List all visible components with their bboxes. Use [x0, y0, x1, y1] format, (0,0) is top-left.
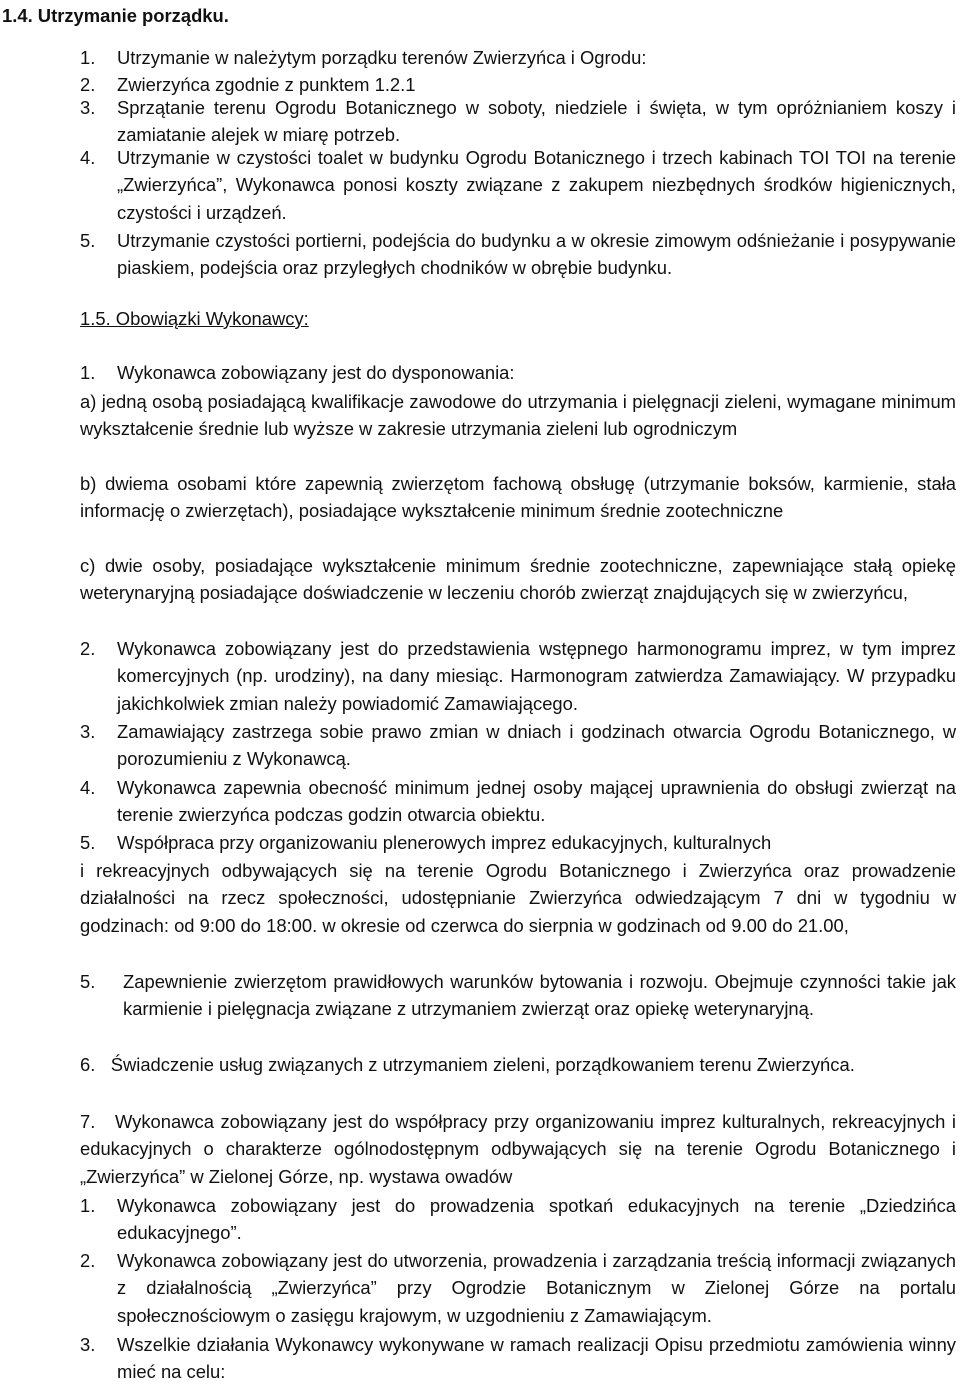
list-item: 2. Wykonawca zobowiązany jest do utworzenia, prowadzenia i zarządzania treścią informacji związanych z działalnością „Zwierzyńca” przy Ogrodzie Botanicznym w Zielonej Górze na portalu społecznościowym o zasięgu krajowym, w uzgodnieniu z Zamawiającym. — [80, 1250, 956, 1326]
list-item-text: Wszelkie działania Wykonawcy wykonywane w ramach realizacji Opisu przedmiotu zamówienia winny mieć na celu: — [117, 1334, 956, 1383]
list-item: 2. Zwierzyńca zgodnie z punktem 1.2.1 — [80, 74, 416, 95]
list-item: 6. Świadczenie usług związanych z utrzymaniem zieleni, porządkowaniem terenu Zwierzyńca. — [80, 1054, 855, 1075]
list-item: 4. Utrzymanie w czystości toalet w budynku Ogrodu Botanicznego i trzech kabinach TOI TOI na terenie „Zwierzyńca”, Wykonawca ponosi koszty związane z zakupem niezbędnych środków higienicznych, czystości i urządzeń. — [80, 147, 956, 223]
list-item-text: Wykonawca zapewnia obecność minimum jednej osoby mającej uprawnienia do obsługi zwierząt na terenie zwierzyńca podczas godzin otwarcia obiektu. — [117, 777, 956, 826]
list-item: 5. Utrzymanie czystości portierni, podejścia do budynku a w okresie zimowym odśnieżanie i posypywanie piaskiem, podejścia oraz przyległych chodników w obrębie budynku. — [80, 230, 956, 279]
list-item: 3. Sprzątanie terenu Ogrodu Botanicznego w soboty, niedziele i święta, w tym opróżnianiem koszy i zamiatanie alejek w miarę potrzeb. — [80, 97, 956, 146]
list-item-text: Zamawiający zastrzega sobie prawo zmian w dniach i godzinach otwarcia Ogrodu Botanicznego, w porozumieniu z Wykonawcą. — [117, 721, 956, 770]
list-item-text: Utrzymanie w czystości toalet w budynku Ogrodu Botanicznego i trzech kabinach TOI TOI na terenie „Zwierzyńca”, Wykonawca ponosi koszty związane z zakupem niezbędnych środków higienicznych, czystości i urządzeń. — [117, 147, 956, 223]
list-item-text: Wykonawca zobowiązany jest do przedstawienia wstępnego harmonogramu imprez, w tym imprez komercyjnych (np. urodziny), na dany miesiąc. Harmonogram zatwierdza Zamawiający. W przypadku jakichkolwiek zmian należy powiadomić Zamawiającego. — [117, 638, 956, 714]
list-item: 1. Wykonawca zobowiązany jest do dysponowania: — [80, 362, 515, 383]
list-item-text: Wykonawca zobowiązany jest do współpracy przy organizowaniu imprez kulturalnych, rekreacyjnych i edukacyjnych o charakterze ogólnodostępnym odbywających się na terenie Ogrodu Botanicznego i „Zwierzyńca” w Zielonej Górze, np. wystawa owadów — [80, 1111, 956, 1187]
paragraph-c: c) dwie osoby, posiadające wykształcenie minimum średnie zootechniczne, zapewniające stałą opiekę weterynaryjną posiadające doświadczenie w leczeniu chorób zwierząt znajdujących się w zwierzyńcu, — [80, 555, 956, 604]
list-item-text: Wykonawca zobowiązany jest do utworzenia, prowadzenia i zarządzania treścią informacji związanych z działalnością „Zwierzyńca” przy Ogrodzie Botanicznym w Zielonej Górze na portalu społecznościowym o zasięgu krajowym, w uzgodnieniu z Zamawiającym. — [117, 1250, 956, 1326]
paragraph-a: a) jedną osobą posiadającą kwalifikacje zawodowe do utrzymania i pielęgnacji zieleni, wymagane minimum wykształcenie średnie lub wyższe w zakresie utrzymania zieleni lub ogrodniczym — [80, 391, 956, 440]
list-item-text: Utrzymanie w należytym porządku terenów Zwierzyńca i Ogrodu: — [117, 47, 647, 68]
list-item: 4. Wykonawca zapewnia obecność minimum jednej osoby mającej uprawnienia do obsługi zwierząt na terenie zwierzyńca podczas godzin otwarcia obiektu. — [80, 777, 956, 826]
list-item: 1. Utrzymanie w należytym porządku terenów Zwierzyńca i Ogrodu: — [80, 47, 647, 68]
section-heading-1-4: 1.4. Utrzymanie porządku. — [2, 5, 229, 26]
list-item-text: Świadczenie usług związanych z utrzymaniem zieleni, porządkowaniem terenu Zwierzyńca. — [110, 1054, 855, 1075]
section-heading-1-5: 1.5. Obowiązki Wykonawcy: — [80, 308, 309, 329]
list-item: 5. Współpraca przy organizowaniu plenerowych imprez edukacyjnych, kulturalnych — [80, 832, 772, 853]
list-item-text: Zwierzyńca zgodnie z punktem 1.2.1 — [117, 74, 416, 95]
list-item-text: Wykonawca zobowiązany jest do prowadzenia spotkań edukacyjnych na terenie „Dziedzińca edukacyjnego”. — [117, 1195, 956, 1244]
list-item: 5. Zapewnienie zwierzętom prawidłowych warunków bytowania i rozwoju. Obejmuje czynności takie jak karmienie i pielęgnacja związane z utrzymaniem zwierząt oraz opiekę weterynaryjną. — [80, 971, 956, 1020]
list-item-text: Wykonawca zobowiązany jest do dysponowania: — [117, 362, 515, 383]
list-item: 1. Wykonawca zobowiązany jest do prowadzenia spotkań edukacyjnych na terenie „Dziedzińca edukacyjnego”. — [80, 1195, 956, 1244]
list-item-text: Utrzymanie czystości portierni, podejścia do budynku a w okresie zimowym odśnieżanie i posypywanie piaskiem, podejścia oraz przyległych chodników w obrębie budynku. — [117, 230, 956, 279]
list-item-text: Zapewnienie zwierzętom prawidłowych warunków bytowania i rozwoju. Obejmuje czynności takie jak karmienie i pielęgnacja związane z utrzymaniem zwierząt oraz opiekę weterynaryjną. — [123, 971, 956, 1020]
list-item-text: Sprzątanie terenu Ogrodu Botanicznego w soboty, niedziele i święta, w tym opróżnianiem koszy i zamiatanie alejek w miarę potrzeb. — [117, 97, 956, 146]
list-item: 3. Zamawiający zastrzega sobie prawo zmian w dniach i godzinach otwarcia Ogrodu Botanicznego, w porozumieniu z Wykonawcą. — [80, 721, 956, 770]
paragraph-item5-continued: i rekreacyjnych odbywających się na terenie Ogrodu Botanicznego i Zwierzyńca oraz prowadzenie działalności na rzecz społeczności, udostępnianie Zwierzyńca odwiedzającym 7 dni w tygodniu w godzinach: od 9:00 do 18:00. w okresie od czerwca do sierpnia w godzinach od 9.00 do 21.00, — [80, 860, 956, 936]
paragraph-b: b) dwiema osobami które zapewnią zwierzętom fachową obsługę (utrzymanie boksów, karmienie, stała informację o zwierzętach), posiadające wykształcenie minimum średnie zootechniczne — [80, 473, 956, 522]
list-item: 3. Wszelkie działania Wykonawcy wykonywane w ramach realizacji Opisu przedmiotu zamówienia winny mieć na celu: — [80, 1334, 956, 1383]
list-item-text: Współpraca przy organizowaniu plenerowych imprez edukacyjnych, kulturalnych — [117, 832, 772, 853]
list-item: 7. Wykonawca zobowiązany jest do współpracy przy organizowaniu imprez kulturalnych, rekreacyjnych i edukacyjnych o charakterze ogólnodostępnym odbywających się na terenie Ogrodu Botanicznego i „Zwierzyńca” w Zielonej Górze, np. wystawa owadów — [80, 1111, 956, 1187]
list-item: 2. Wykonawca zobowiązany jest do przedstawienia wstępnego harmonogramu imprez, w tym imprez komercyjnych (np. urodziny), na dany miesiąc. Harmonogram zatwierdza Zamawiający. W przypadku jakichkolwiek zmian należy powiadomić Zamawiającego. — [80, 638, 956, 714]
